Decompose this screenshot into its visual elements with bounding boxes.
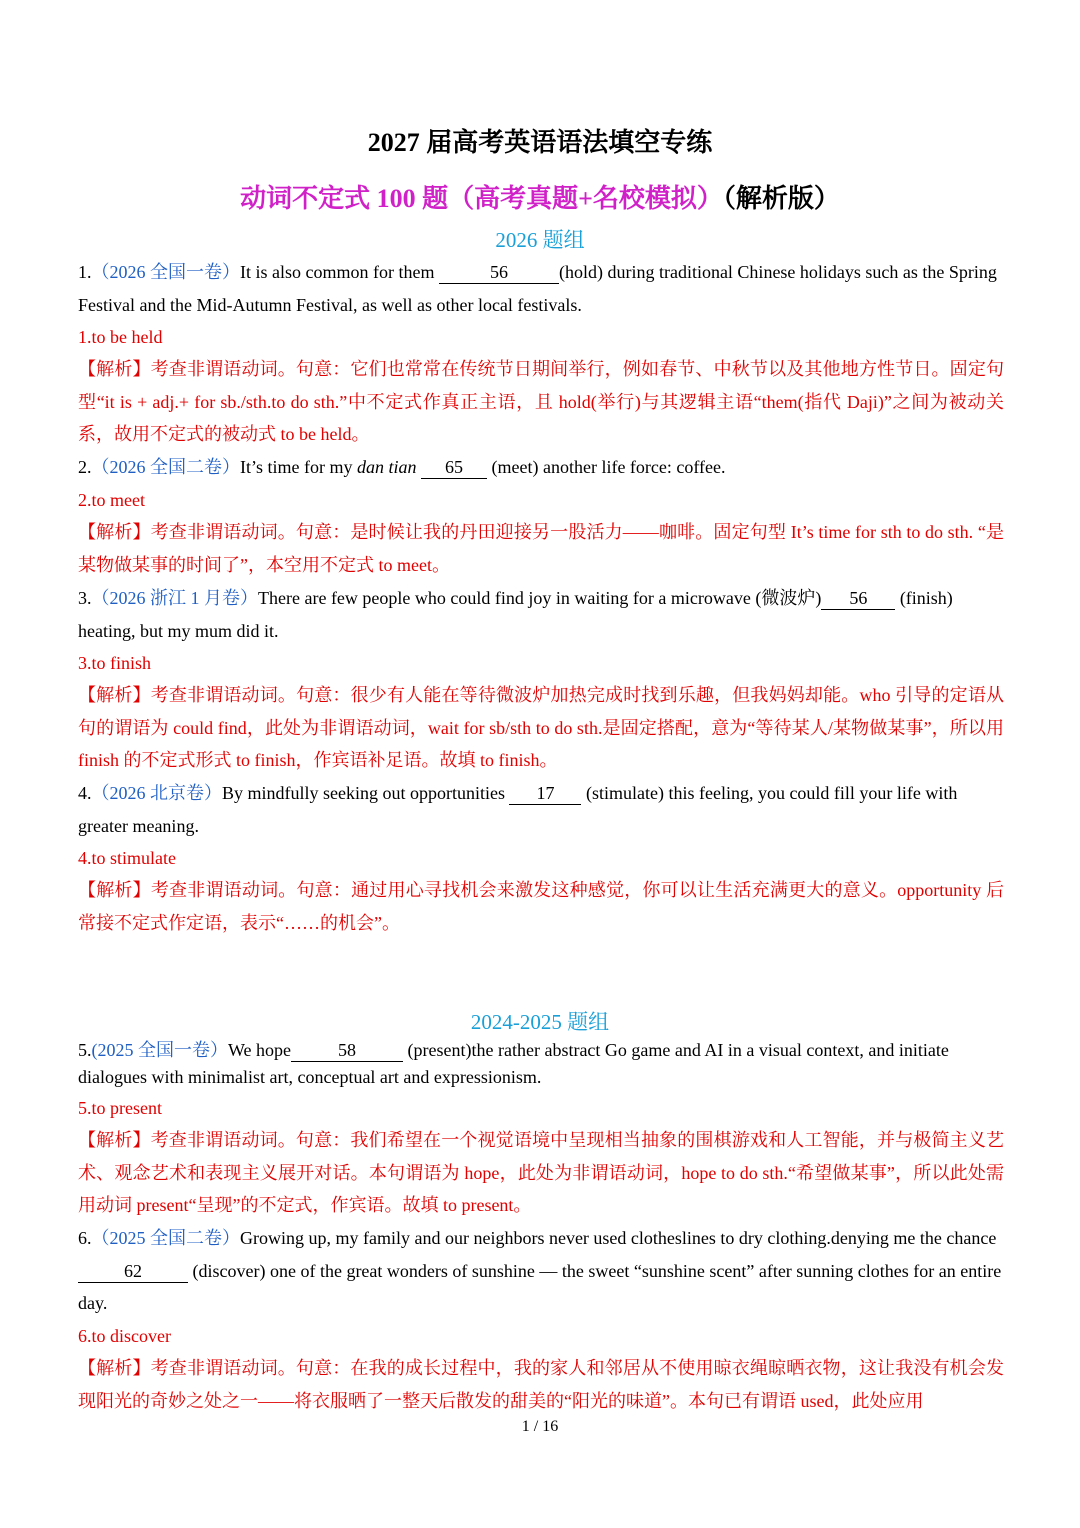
document-subtitle (0, 178, 1080, 215)
subtitle-main: 动词不定式 100 题（高考真题+名校模拟） (240, 184, 723, 213)
answer-blank: 56 (439, 261, 559, 284)
question-3: 3.（2026 浙江 1 月卷）There are few people who could find joy in waiting for a microwave (微波炉) 56 (finish) heating, but my mum did it. (78, 588, 953, 641)
question-2: 2.（2026 全国二卷）It’s time for my dan tian 65 (meet) another life force: coffee. (78, 457, 726, 477)
question-1: 1.（2026 全国一卷）It is also common for them 56 (hold) during traditional Chinese holidays such as the Spring Festival and the Mid-Autumn Festival, as well as other local festivals. (78, 262, 997, 315)
answer-blank: 56 (821, 587, 895, 610)
answer-5: 5.to present (78, 1098, 162, 1118)
answer-6: 6.to discover (78, 1326, 171, 1346)
question-source: (2025 全国一卷） (91, 1040, 228, 1060)
explanation-2: 【解析】考查非谓语动词。句意：是时候让我的丹田迎接另一股活力——咖啡。固定句型 It’s time for sth to do sth. “是某物做某事的时间了”，本空用不定式 to meet。 (78, 522, 1004, 575)
question-source: （2025 全国二卷） (91, 1228, 240, 1248)
explanation-5: 【解析】考查非谓语动词。句意：我们希望在一个视觉语境中呈现相当抽象的围棋游戏和人工智能，并与极简主义艺术、观念艺术和表现主义展开对话。本句谓语为 hope，此处为非谓语动词，hope to do sth.“希望做某事”，所以此处需用动词 present“呈现”的不定式，作宾语。故填 to present。 (78, 1130, 1004, 1215)
group-heading-2026: 2026 题组 (495, 228, 585, 252)
question-5: 5.(2025 全国一卷）We hope 58 (present)the rather abstract Go game and AI in a visual context, and initiate dialogues with minimalist art, conceptual art and expressionism. (78, 1040, 949, 1087)
document-title: 2027 届高考英语语法填空专练 (367, 128, 713, 157)
question-source: （2026 全国一卷） (91, 262, 240, 282)
explanation-4: 【解析】考查非谓语动词。句意：通过用心寻找机会来激发这种感觉，你可以让生活充满更大的意义。opportunity 后常接不定式作定语，表示“……的机会”。 (78, 880, 1004, 933)
question-source: （2026 北京卷） (91, 783, 222, 803)
answer-3: 3.to finish (78, 653, 152, 673)
page-number: 1 / 16 (521, 1418, 559, 1435)
subtitle-suffix: （解析版） (722, 184, 840, 213)
question-4: 4.（2026 北京卷）By mindfully seeking out opportunities 17 (stimulate) this feeling, you could fill your life with greater meaning. (78, 783, 958, 836)
answer-blank: 17 (509, 782, 581, 805)
explanation-3: 【解析】考查非谓语动词。句意：很少有人能在等待微波炉加热完成时找到乐趣，但我妈妈却能。who 引导的定语从句的谓语为 could find，此处为非谓语动词，wait for sb/sth to do sth.是固定搭配，意为“等待某人/某物做某事”，所以用 finish 的不定式形式 to finish，作宾语补足语。故填 to finish。 (78, 685, 1004, 770)
answer-1: 1.to be held (78, 327, 163, 347)
question-6: 6.（2025 全国二卷）Growing up, my family and our neighbors never used clotheslines to dry clothing.denying me the chance 62 (discover) one of the great wonders of sunshine — the sweet “sunshine scent” after sunning clothes for an entire day. (78, 1228, 1002, 1313)
answer-blank: 62 (78, 1260, 188, 1283)
question-source: （2026 全国二卷） (91, 457, 240, 477)
answer-4: 4.to stimulate (78, 848, 176, 868)
explanation-1: 【解析】考查非谓语动词。句意：它们也常常在传统节日期间举行，例如春节、中秋节以及其他地方性节日。固定句型“it is + adj.+ for sb./sth.to do sth.”中不定式作真正主语，且 hold(举行)与其逻辑主语“them(指代 Daji)”之间为被动关系，故用不定式的被动式 to be held。 (78, 359, 1004, 444)
answer-blank: 65 (421, 456, 487, 479)
explanation-6: 【解析】考查非谓语动词。句意：在我的成长过程中，我的家人和邻居从不使用晾衣绳晾晒衣物，这让我没有机会发现阳光的奇妙之处之一——将衣服晒了一整天后散发的甜美的“阳光的味道”。本句已有谓语 used，此处应用 (78, 1358, 1004, 1411)
group-heading-2024-2025: 2024-2025 题组 (470, 1010, 610, 1034)
answer-blank: 58 (291, 1039, 403, 1062)
question-source: （2026 浙江 1 月卷） (91, 588, 258, 608)
answer-2: 2.to meet (78, 490, 145, 510)
